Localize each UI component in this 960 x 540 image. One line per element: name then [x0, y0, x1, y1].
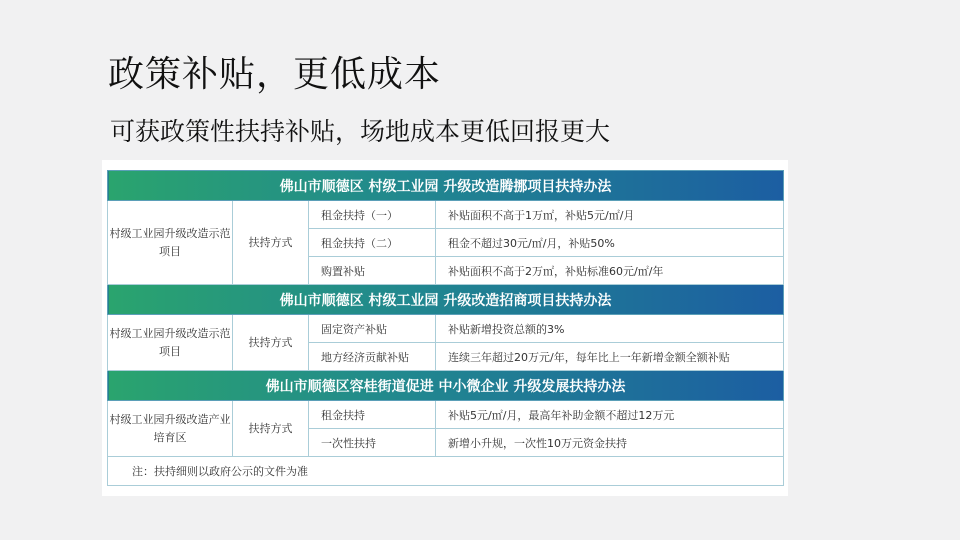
policy-table	[107, 170, 784, 486]
project-category: 村级工业园升级改造示范项目	[108, 201, 233, 285]
table-note: 注：扶持细则以政府公示的文件为准	[108, 457, 784, 486]
project-category: 村级工业园升级改造产业培育区	[108, 401, 233, 457]
page-title: 政策补贴，更低成本	[108, 54, 442, 95]
table-row	[108, 201, 784, 229]
section-header: 佛山市顺德区 村级工业园 升级改造腾挪项目扶持办法	[108, 171, 784, 201]
section-header: 佛山市顺德区 村级工业园 升级改造招商项目扶持办法	[108, 285, 784, 315]
policy-table-panel	[102, 160, 788, 496]
section-header-row	[108, 285, 784, 315]
section-header-row	[108, 171, 784, 201]
support-item: 地方经济贡献补贴	[309, 343, 436, 371]
support-item: 租金扶持（二）	[309, 229, 436, 257]
support-detail: 补贴面积不高于1万㎡，补贴5元/㎡/月	[436, 201, 784, 229]
project-category: 村级工业园升级改造示范项目	[108, 315, 233, 371]
page-subtitle: 可获政策性扶持补贴，场地成本更低回报更大	[110, 117, 611, 146]
support-detail: 补贴新增投资总额的3%	[436, 315, 784, 343]
support-item: 固定资产补贴	[309, 315, 436, 343]
support-detail: 连续三年超过20万元/年，每年比上一年新增金额全额补贴	[436, 343, 784, 371]
support-method: 扶持方式	[233, 315, 309, 371]
section-header: 佛山市顺德区容桂街道促进 中小微企业 升级发展扶持办法	[108, 371, 784, 401]
support-method: 扶持方式	[233, 201, 309, 285]
support-item: 租金扶持（一）	[309, 201, 436, 229]
support-detail: 补贴5元/㎡/月，最高年补助金额不超过12万元	[436, 401, 784, 429]
support-method: 扶持方式	[233, 401, 309, 457]
note-row	[108, 457, 784, 486]
support-detail: 租金不超过30元/㎡/月，补贴50%	[436, 229, 784, 257]
support-item: 购置补贴	[309, 257, 436, 285]
support-detail: 新增小升规，一次性10万元资金扶持	[436, 429, 784, 457]
table-row	[108, 401, 784, 429]
table-row	[108, 315, 784, 343]
support-item: 租金扶持	[309, 401, 436, 429]
support-detail: 补贴面积不高于2万㎡，补贴标准60元/㎡/年	[436, 257, 784, 285]
section-header-row	[108, 371, 784, 401]
support-item: 一次性扶持	[309, 429, 436, 457]
